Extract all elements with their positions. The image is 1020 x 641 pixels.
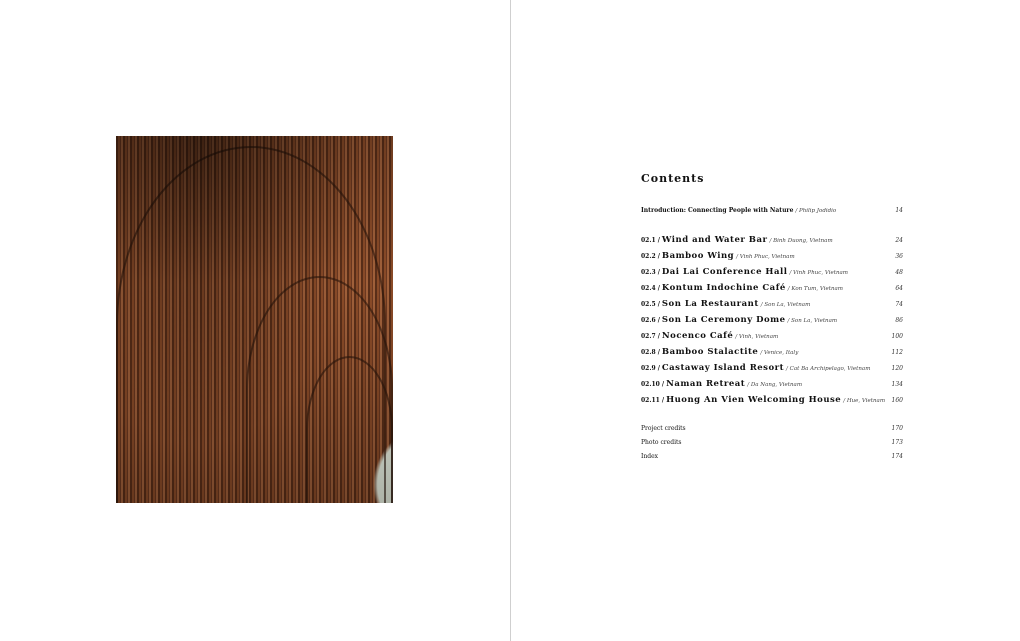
entry-location: / Vinh Phuc, Vietnam — [789, 270, 849, 276]
toc-entry[interactable] — [641, 379, 903, 389]
entry-number: 02.8 / — [641, 349, 660, 356]
contents-title: Contents — [641, 172, 705, 185]
toc-intro[interactable] — [641, 207, 903, 214]
toc-entry[interactable] — [641, 347, 903, 357]
entry-title: Dai Lai Conference Hall — [661, 267, 788, 277]
toc-entry[interactable] — [641, 363, 903, 373]
toc-entry[interactable] — [641, 251, 903, 261]
entry-title: Castaway Island Resort — [661, 363, 785, 373]
entry-number: 02.5 / — [641, 301, 660, 308]
entry-title: Son La Restaurant — [661, 299, 759, 309]
entry-location: / Vinh Phuc, Vietnam — [736, 254, 795, 260]
entry-number: 02.3 / — [641, 269, 660, 276]
entry-title: Nocenco Café — [661, 331, 734, 341]
page-number: 74 — [895, 301, 903, 308]
toc-entry[interactable] — [641, 299, 903, 309]
entry-number: 02.7 / — [641, 333, 660, 340]
toc-entry[interactable] — [641, 283, 903, 293]
toc-back-matter[interactable] — [641, 439, 903, 446]
entry-location: / Hue, Vietnam — [843, 398, 886, 404]
entry-location: / Cat Ba Archipelago, Vietnam — [786, 366, 871, 372]
back-matter-label: Photo credits — [641, 439, 682, 446]
entry-number: 02.10 / — [641, 381, 665, 388]
back-matter-label: Project credits — [641, 425, 686, 432]
page-number: 173 — [891, 439, 903, 446]
entry-location: / Son La, Vietnam — [787, 318, 838, 324]
toc-entry[interactable] — [641, 267, 903, 277]
entry-location: / Da Nang, Vietnam — [747, 382, 803, 388]
back-matter-label: Index — [641, 453, 659, 460]
entry-title: Kontum Indochine Café — [661, 283, 786, 293]
page-number: 170 — [891, 425, 903, 432]
entry-number: 02.11 / — [641, 397, 665, 404]
entry-title: Bamboo Wing — [661, 251, 735, 261]
bamboo-ceiling-photo — [116, 136, 393, 503]
entry-number: 02.4 / — [641, 285, 660, 292]
entry-location: / Son La, Vietnam — [760, 302, 811, 308]
page-number: 14 — [895, 207, 903, 214]
toc-back-matter[interactable] — [641, 453, 903, 460]
entry-location: / Vinh, Vietnam — [735, 334, 779, 340]
entry-title: Huong An Vien Welcoming House — [666, 395, 842, 405]
page-number: 160 — [891, 397, 903, 404]
page-number: 120 — [891, 365, 903, 372]
entry-number: 02.1 / — [641, 237, 660, 244]
toc-entry[interactable] — [641, 395, 903, 405]
photo-shading — [116, 136, 393, 503]
entry-number: 02.6 / — [641, 317, 660, 324]
toc-entry[interactable] — [641, 315, 903, 325]
page-number: 64 — [895, 285, 903, 292]
toc-entry[interactable] — [641, 235, 903, 245]
page-number: 174 — [891, 453, 903, 460]
page-number: 48 — [895, 269, 903, 276]
page-number: 24 — [895, 237, 903, 244]
page-number: 86 — [895, 317, 903, 324]
page-number: 134 — [891, 381, 903, 388]
entry-title: Naman Retreat — [666, 379, 746, 389]
entry-number: 02.9 / — [641, 365, 660, 372]
entry-location: / Kon Tum, Vietnam — [787, 286, 843, 292]
entry-location: / Binh Duong, Vietnam — [769, 238, 833, 244]
right-page — [511, 0, 1020, 641]
entry-title: Bamboo Stalactite — [661, 347, 759, 357]
entry-title: Wind and Water Bar — [661, 235, 768, 245]
entry-title: Son La Ceremony Dome — [661, 315, 786, 325]
entry-number: 02.2 / — [641, 253, 660, 260]
page-number: 100 — [891, 333, 903, 340]
page-number: 112 — [891, 349, 903, 356]
toc-entry[interactable] — [641, 331, 903, 341]
toc-back-matter[interactable] — [641, 425, 903, 432]
intro-author: / Philip Jodidio — [795, 208, 837, 214]
page-number: 36 — [895, 253, 903, 260]
entry-location: / Venice, Italy — [760, 350, 799, 356]
intro-label: Introduction: Connecting People with Nature — [641, 207, 794, 214]
